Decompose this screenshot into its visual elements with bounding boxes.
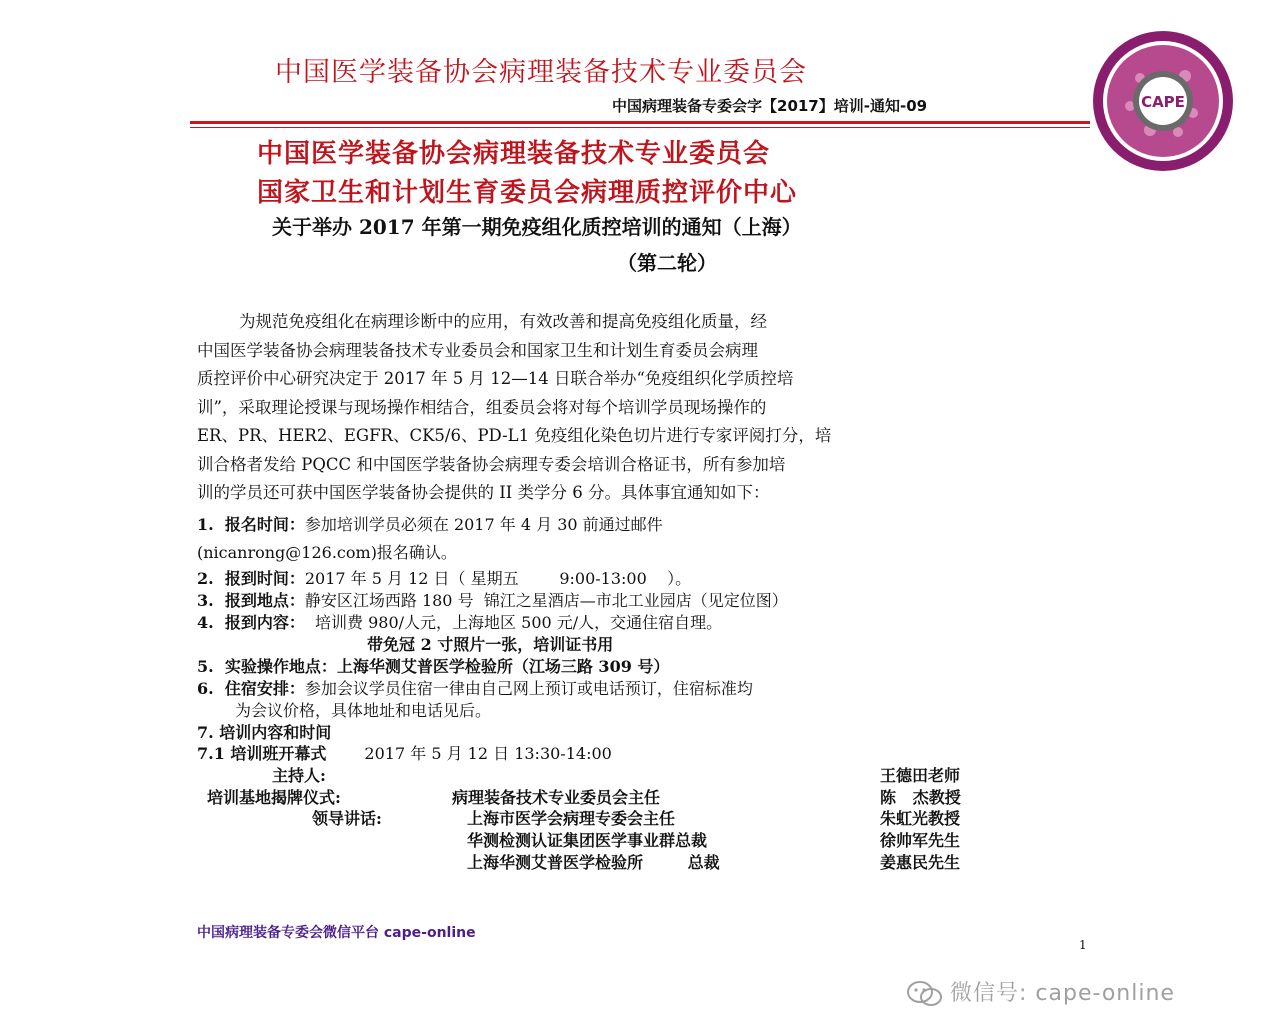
intro-line: ER、PR、HER2、EGFR、CK5/6、PD-L1 免疫组化染色切片进行专家评阅打分，培 xyxy=(197,426,832,445)
page-number: 1 xyxy=(1079,938,1087,952)
item-opening-ceremony xyxy=(197,741,612,764)
intro-line: 为规范免疫组化在病理诊断中的应用，有效改善和提高免疫组化质量，经 xyxy=(197,312,767,331)
header-rule-thin xyxy=(190,127,1090,128)
item-label: 2. 报到时间： xyxy=(197,569,305,588)
item-checkin-time xyxy=(197,566,691,589)
organizer-title-2: 国家卫生和计划生育委员会病理质控评价中心 xyxy=(257,178,798,208)
item-text: 2017 年 5 月 12 日（ 星期五 9:00-13:00 ）。 xyxy=(304,569,692,588)
item-accommodation-2: 为会议价格，具体地址和电话见后。 xyxy=(235,701,492,720)
item-text: 静安区江场西路 180 号 锦江之星酒店—市北工业园店（见定位图） xyxy=(304,591,788,610)
item-label: 7.1 培训班开幕式 xyxy=(197,744,327,763)
ceremony-name: 陈 杰教授 xyxy=(880,788,961,807)
item-text: 参加会议学员住宿一律由自己网上预订或电话预订，住宿标准均 xyxy=(304,679,753,698)
intro-line: 中国医学装备协会病理装备技术专业委员会和国家卫生和计划生育委员会病理 xyxy=(197,340,758,360)
item-registration-time xyxy=(197,512,663,535)
ceremony-role: 病理装备技术专业委员会主任 xyxy=(452,788,661,807)
intro-line: 训”，采取理论授课与现场操作相结合，组委员会将对每个培训学员现场操作的 xyxy=(197,397,767,417)
item-label: 3. 报到地点： xyxy=(197,591,305,610)
intro-line: 质控评价中心研究决定于 2017 年 5 月 12—14 日联合举办“免疫组织化学质控培 xyxy=(197,369,794,388)
item-training-content: 7. 培训内容和时间 xyxy=(197,723,332,742)
item-label: 1. 报名时间： xyxy=(197,515,305,534)
organizer-title-1: 中国医学装备协会病理装备技术专业委员会 xyxy=(257,139,771,169)
speech1-role: 上海市医学会病理专委会主任 xyxy=(467,809,676,828)
round-label: （第二轮） xyxy=(617,251,717,275)
org-header: 中国医学装备协会病理装备技术专业委员会 xyxy=(275,57,807,88)
item-checkin-content xyxy=(197,610,722,633)
intro-line: 训合格者发给 PQCC 和中国医学装备协会病理专委会培训合格证书，所有参加培 xyxy=(197,454,786,474)
wechat-platform-footer: 中国病理装备专委会微信平台 cape-online xyxy=(197,925,476,941)
intro-line: 训的学员还可获中国医学装备协会提供的 II 类学分 6 分。具体事宜通知如下： xyxy=(197,483,770,502)
speech3-name: 姜惠民先生 xyxy=(880,853,961,872)
item-text: 2017 年 5 月 12 日 13:30-14:00 xyxy=(364,744,612,763)
item-checkin-location xyxy=(197,588,788,611)
host-label: 主持人: xyxy=(272,766,326,785)
item-text: 参加培训学员必须在 2017 年 4 月 30 前通过邮件 xyxy=(304,515,663,534)
document-number: 中国病理装备专委会字【2017】培训-通知-09 xyxy=(612,97,928,115)
wechat-icon xyxy=(905,980,945,1008)
host-name: 王德田老师 xyxy=(880,766,961,785)
ceremony-label: 培训基地揭牌仪式: xyxy=(207,788,341,807)
notice-title: 关于举办 2017 年第一期免疫组化质控培训的通知（上海） xyxy=(272,215,802,239)
item-accommodation xyxy=(197,676,753,699)
speech2-role: 华测检测认证集团医学事业群总裁 xyxy=(467,831,708,850)
item-registration-email: (nicanrong@126.com)报名确认。 xyxy=(197,543,457,562)
speech3-role: 上海华测艾普医学检验所 总裁 xyxy=(467,853,720,872)
logo-text: CAPE xyxy=(1141,93,1185,111)
cape-logo-seal xyxy=(1090,28,1236,174)
item-label: 4. 报到内容： xyxy=(197,613,305,632)
item-text: 上海华测艾普医学检验所（江场三路 309 号） xyxy=(336,657,670,676)
wechat-watermark: 微信号: cape-online xyxy=(950,981,1175,1006)
item-label: 5. 实验操作地点： xyxy=(197,657,337,676)
item-lab-location xyxy=(197,654,669,677)
speech-label: 领导讲话: xyxy=(312,809,382,828)
intro-paragraph xyxy=(197,308,1092,508)
header-rule-thick xyxy=(190,121,1090,124)
item-text: 培训费 980/人元，上海地区 500 元/人，交通住宿自理。 xyxy=(304,613,723,632)
item-label: 6. 住宿安排： xyxy=(197,679,305,698)
item-checkin-photo: 带免冠 2 寸照片一张，培训证书用 xyxy=(367,635,614,654)
speech1-name: 朱虹光教授 xyxy=(880,809,961,828)
speech2-name: 徐帅军先生 xyxy=(880,831,961,850)
